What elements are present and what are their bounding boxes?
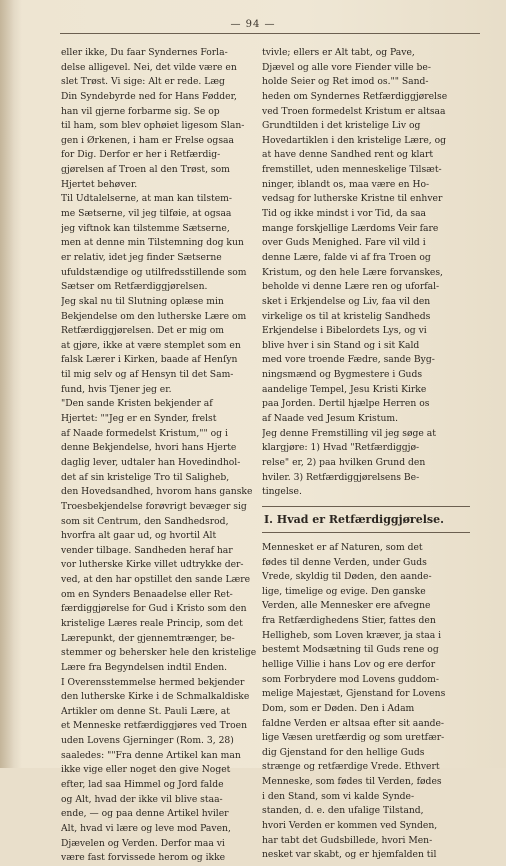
text-line: af Naade formedelst Kristum,"" og i — [61, 427, 228, 439]
right-column-top-text — [262, 46, 470, 500]
text-line: Hjertet behøver. — [61, 178, 138, 190]
text-line: det af sin kristelige Tro til Saligheb, — [61, 471, 230, 483]
text-line: Djævelen og Verden. Derfor maa vi — [61, 837, 225, 849]
text-line: hvori Verden er kommen ved Synden, — [262, 820, 438, 832]
text-line: fund, hvis Tjener jeg er. — [61, 383, 172, 395]
text-line: falsk Lærer i Kirken, baade af Henſyn — [61, 354, 238, 366]
text-line: Sætser om Retfærdiggjørelsen. — [61, 281, 208, 293]
text-line: holde Seier og Ret imod os."" Sand- — [262, 76, 429, 88]
text-line: I Overensstemmelse hermed bekjender — [61, 676, 245, 688]
text-line: daglig lever, udtaler han Hovedindhol- — [61, 456, 241, 468]
text-line: lige, timelige og evige. Den ganske — [262, 585, 426, 597]
text-line: denne Bekjendelse, hvori hans Hjerte — [61, 442, 237, 454]
text-line: ende, — og paa denne Artikel hviler — [61, 808, 229, 820]
text-line: være fast forvissede herom og ikke — [61, 852, 226, 864]
text-line: til ham, som blev ophøiet ligesom Slan- — [61, 120, 245, 132]
text-line: tvivle; ellers er Alt tabt, og Pave, — [262, 47, 415, 58]
text-line: Verden, alle Mennesker ere afvegne — [262, 600, 431, 612]
text-line: ningsmænd og Bygmestere i Guds — [262, 369, 423, 381]
right-column-bottom-text — [262, 541, 470, 863]
text-line: ikke vige eller noget den give Noget — [61, 764, 231, 776]
text-line: sket i Erkjendelse og Liv, faa vil den — [262, 295, 431, 307]
text-line: fremstillet, uden menneskelige Tilsæt- — [262, 164, 442, 176]
text-line: som sit Centrum, den Sandhedsrod, — [61, 515, 229, 527]
text-line: Mennesket er af Naturen, som det — [262, 541, 423, 553]
text-line: ufuldstændige og utilfredsstillende som — [61, 266, 247, 278]
text-line: Djævel og alle vore Fiender ville be- — [262, 61, 431, 73]
text-line: Troesbekjendelse forøvrigt bevæger sig — [61, 500, 247, 512]
left-text-column — [61, 46, 269, 866]
text-line: Erkjendelse i Bibelordets Lys, og vi — [262, 325, 427, 337]
text-line: og Alt, hvad der ikke vil blive staa- — [61, 793, 223, 805]
text-line: som Forbrydere mod Lovens guddom- — [262, 673, 439, 685]
text-line: Lærepunkt, der gjennemtrænger, be- — [61, 632, 235, 644]
text-line: gen i Ørkenen, i ham er Frelse ogsaa — [61, 134, 234, 146]
text-line: den lutherske Kirke i de Schmalkaldiske — [61, 691, 250, 703]
text-line: fra Retfærdighedens Stier, fattes den — [262, 615, 436, 627]
text-line: hviler. 3) Retfærdiggjørelsens Be- — [262, 471, 420, 483]
text-line: Helligheb, som Loven kræver, ja staa i — [262, 629, 442, 641]
text-line: "Den sande Kristen bekjender af — [61, 398, 213, 410]
text-line: uden Lovens Gjerninger (Rom. 3, 28) — [61, 735, 234, 747]
text-line: Din Syndebyrde ned for Hans Fødder, — [61, 90, 237, 102]
text-line: Vrede, skyldig til Døden, den aande- — [262, 571, 432, 583]
text-line: beholde vi denne Lære ren og uforfal- — [262, 281, 440, 293]
text-line: vedsag for lutherske Kristne til enhver — [262, 193, 443, 205]
text-line: bestemt Modsætning til Guds rene og — [262, 644, 439, 656]
text-line: til mig selv og af Hensyn til det Sam- — [61, 369, 234, 381]
text-line: han vil gjerne forbarme sig. Se op — [61, 105, 220, 117]
text-line: Jeg denne Fremstilling vil jeg søge at — [262, 427, 436, 439]
text-line: i den Stand, som vi kalde Synde- — [262, 790, 415, 802]
text-line: Grundtilden i det kristelige Liv og — [262, 120, 421, 132]
text-line: et Menneske retfærdiggjøres ved Troen — [61, 720, 248, 732]
text-line: den Hovedsandhed, hvorom hans ganske — [61, 486, 253, 498]
right-text-column — [262, 46, 470, 863]
text-line: heden om Syndernes Retfærdiggjørelse — [262, 90, 448, 102]
text-line: vor lutherske Kirke villet udtrykke der- — [61, 559, 244, 571]
text-line: Menneske, som fødes til Verden, fødes — [262, 776, 442, 788]
text-line: strænge og retfærdige Vrede. Ethvert — [262, 761, 440, 773]
text-line: eller ikke, Du faar Syndernes Forla- — [61, 47, 228, 58]
text-line: Artikler om denne St. Pauli Lære, at — [61, 705, 230, 717]
text-line: mange forskjellige Lærdoms Veir fare — [262, 222, 439, 234]
header-rule — [60, 33, 480, 34]
text-line: dig Gjenstand for den hellige Guds — [262, 746, 425, 758]
text-line: over Guds Menighed. Fare vil vild i — [262, 237, 426, 249]
text-line: er relativ, idet jeg finder Sætserne — [61, 251, 222, 263]
text-line: aandelige Tempel, Jesu Kristi Kirke — [262, 383, 427, 395]
text-line: Retfærdiggjørelsen. Det er mig om — [61, 325, 224, 337]
text-line: af Naade ved Jesum Kristum. — [262, 413, 398, 425]
text-line: fødes til denne Verden, under Guds — [262, 556, 427, 568]
text-line: paa Jorden. Dertil hjælpe Herren os — [262, 398, 430, 410]
text-line: blive hver i sin Stand og i sit Kald — [262, 339, 420, 351]
text-line: Tid og ikke mindst i vor Tid, da saa — [262, 208, 427, 220]
text-line: kristelige Læres reale Princip, som det — [61, 617, 243, 629]
text-line: klargjøre: 1) Hvad "Retfærdiggjø- — [262, 442, 420, 454]
text-line: relse" er, 2) paa hvilken Grund den — [262, 456, 426, 468]
text-line: gjørelsen af Troen al den Trøst, som — [61, 164, 230, 176]
page-number: — 94 — — [230, 19, 276, 30]
text-line: Til Udtalelserne, at man kan tilstem- — [61, 193, 233, 205]
text-line: at gjøre, ikke at være stemplet som en — [61, 339, 241, 351]
text-line: efter, lad saa Himmel og Jord falde — [61, 779, 224, 791]
text-line: jeg viftnok kan tilstemme Sætserne, — [61, 222, 230, 234]
text-line: tingelse. — [262, 486, 302, 498]
text-line: denne Lære, falde vi af fra Troen og — [262, 251, 431, 263]
text-line: ved, at den har opstillet den sande Lære — [61, 574, 251, 586]
text-line: saaledes: ""Fra denne Artikel kan man — [61, 749, 241, 761]
text-line: har tabt det Gudsbillede, hvori Men- — [262, 834, 433, 846]
text-line: for Dig. Derfor er her i Retfærdig- — [61, 149, 221, 161]
text-line: ved Troen formedelst Kristum er altsaa — [262, 105, 446, 117]
text-line: standen, d. e. den ufalige Tilstand, — [262, 805, 424, 817]
section-heading: I. Hvad er Retfærdiggjørelse. — [262, 506, 470, 533]
text-line: om en Synders Benaadelse eller Ret- — [61, 588, 233, 600]
text-line: Hjertet: ""Jeg er en Synder, frelst — [61, 413, 217, 425]
text-line: hellige Villie i hans Lov og ere derfor — [262, 658, 436, 670]
text-line: færdiggjørelse for Gud i Kristo som den — [61, 603, 247, 615]
text-line: Alt, hvad vi lære og leve mod Paven, — [61, 822, 231, 834]
text-line: nesket var skabt, og er hjemfalden til — [262, 849, 437, 861]
text-line: delse alligevel. Nei, det vilde være en — [61, 61, 237, 73]
text-line: virkelige os til at kristelig Sandheds — [262, 310, 431, 322]
text-line: slet Trøst. Vi sige: Alt er rede. Læg — [61, 76, 225, 88]
text-line: Jeg skal nu til Slutning oplæse min — [61, 295, 224, 307]
text-line: melige Majestæt, Gjenstand for Lovens — [262, 688, 446, 700]
text-line: stemmer og behersker hele den kristelige — [61, 647, 257, 659]
text-line: vender tilbage. Sandheden heraf har — [61, 544, 233, 556]
text-line: lige Væsen uretfærdig og som uretfær- — [262, 732, 445, 744]
text-line: Hovedartiklen i den kristelige Lære, og — [262, 134, 447, 146]
text-line: Lære fra Begyndelsen indtil Enden. — [61, 661, 228, 673]
text-line: hvorfra alt gaar ud, og hvortil Alt — [61, 530, 217, 542]
text-line: me Sætserne, vil jeg tilføie, at ogsaa — [61, 208, 232, 220]
text-line: men at denne min Tilstemning dog kun — [61, 237, 244, 249]
text-line: Bekjendelse om den lutherske Lære om — [61, 310, 247, 322]
text-line: ninger, iblandt os, maa være en Ho- — [262, 178, 430, 190]
text-line: Kristum, og den hele Lære forvanskes, — [262, 266, 443, 278]
text-line: at have denne Sandhed rent og klart — [262, 149, 434, 161]
text-line: Dom, som er Døden. Den i Adam — [262, 702, 415, 714]
text-line: med vore troende Fædre, sande Byg- — [262, 354, 435, 366]
text-line: faldne Verden er altsaa efter sit aande- — [262, 717, 445, 729]
page-fold-shadow — [0, 0, 22, 768]
